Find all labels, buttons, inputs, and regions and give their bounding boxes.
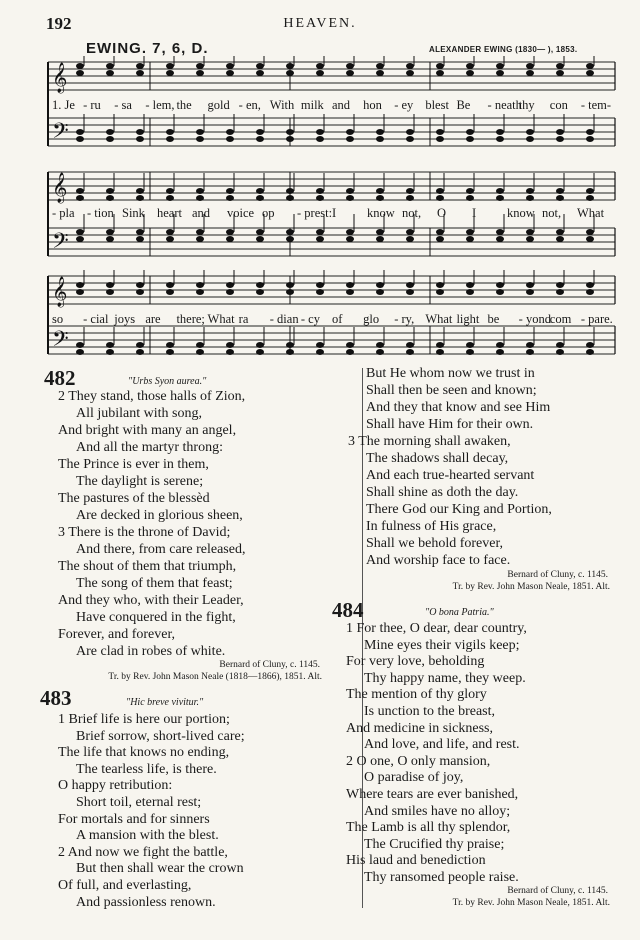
latin-title-482: "Urbs Syon aurea." xyxy=(128,376,207,387)
music-system-1 xyxy=(0,56,640,166)
verse-line: And they that know and see Him xyxy=(366,400,551,415)
composer-credit: ALEXANDER EWING (1830— ), 1853. xyxy=(429,45,578,54)
verse-line: The life that knows no ending, xyxy=(58,745,230,761)
lyric-syllable: light xyxy=(456,312,480,326)
lyric-syllable: - pare. xyxy=(580,312,613,326)
lyric-syllable: - sa xyxy=(114,98,132,112)
lyric-syllable: gold xyxy=(207,98,230,112)
lyric-syllable: not, xyxy=(402,206,422,220)
hymn-number-482: 482 xyxy=(44,366,76,390)
svg-text:𝄢: 𝄢 xyxy=(52,327,69,357)
svg-text:𝄞: 𝄞 xyxy=(52,173,68,203)
lyric-syllable: - ey xyxy=(394,98,414,112)
lyric-syllable: glo xyxy=(363,312,380,326)
verse-line: The pastures of the blessèd xyxy=(58,491,210,506)
verse-line: 2 They stand, those halls of Zion, xyxy=(58,389,246,404)
verse-line: And they who, with their Leader, xyxy=(58,593,244,608)
lyric-syllable: op xyxy=(262,206,275,220)
verse-line: And all the martyr throng: xyxy=(76,440,223,455)
verse-line: 1 For thee, O dear, dear country, xyxy=(346,621,527,636)
lyric-syllable: What xyxy=(577,206,605,220)
verse-line: Brief sorrow, short-lived care; xyxy=(76,728,245,744)
verse-line: Short toil, eternal rest; xyxy=(76,795,202,810)
verse-line: The Crucified thy praise; xyxy=(364,836,505,852)
verse-line: And smiles have no alloy; xyxy=(364,803,511,819)
tune-name: EWING. 7, 6, D. xyxy=(86,40,209,57)
verse-line: Are clad in robes of white. xyxy=(76,644,226,659)
lyric-syllable: voice xyxy=(227,206,255,220)
lyric-syllable: - tion xyxy=(87,206,114,220)
lyric-syllable: milk xyxy=(300,98,324,112)
lyric-syllable: the xyxy=(176,98,192,112)
lyric-syllable: com xyxy=(549,312,572,326)
running-head: HEAVEN. xyxy=(283,16,357,31)
verse-line: The song of them that feast; xyxy=(76,576,233,591)
verse-line: The shout of them that triumph, xyxy=(58,559,237,574)
verse-line: The tearless life, is there. xyxy=(76,761,217,777)
page-number: 192 xyxy=(46,14,72,33)
attribution-483-translator: Tr. by Rev. John Mason Neale, 1851. Alt. xyxy=(452,582,610,592)
verse-line: 3 The morning shall awaken, xyxy=(348,434,511,449)
music-system-3 xyxy=(0,270,640,366)
verse-line: And bright with many an angel, xyxy=(58,423,237,438)
lyric-syllable: ra xyxy=(238,312,249,326)
lyric-syllable: there; xyxy=(176,312,205,326)
verse-line: 3 There is the throne of David; xyxy=(58,525,231,540)
verse-line: And passionless renown. xyxy=(76,894,216,910)
verse-line: Shall shine as doth the day. xyxy=(366,485,519,500)
lyric-syllable: - dian xyxy=(269,312,299,326)
lyric-syllable: hon xyxy=(363,98,382,112)
verse-line: For mortals and for sinners xyxy=(58,811,210,827)
lyric-syllable: I xyxy=(472,206,477,220)
verse-line: Have conquered in the fight, xyxy=(76,610,236,625)
lyric-syllable: are xyxy=(145,312,161,326)
lyric-syllable: not, xyxy=(542,206,562,220)
verse-line: And there, from care released, xyxy=(76,542,246,557)
latin-title-483: "Hic breve vivitur." xyxy=(126,697,204,708)
verse-line: 2 And now we fight the battle, xyxy=(58,844,228,860)
verse-line: Thy happy name, they weep. xyxy=(364,670,526,686)
verse-line: And each true-hearted servant xyxy=(366,468,535,483)
svg-text:𝄢: 𝄢 xyxy=(52,119,69,149)
lyric-syllable: know xyxy=(507,206,535,220)
verse-line: Shall we behold forever, xyxy=(366,536,504,551)
attribution-482-author: Bernard of Cluny, c. 1145. xyxy=(219,660,320,670)
lyric-syllable: thy xyxy=(518,98,535,112)
lyric-syllable: - prest: xyxy=(297,206,333,220)
verse-line: 1 Brief life is here our portion; xyxy=(58,712,230,727)
lyric-syllable: con xyxy=(549,98,568,112)
lyric-syllable: and xyxy=(192,206,211,220)
lyric-syllable: be xyxy=(487,312,500,326)
verse-line: And medicine in sickness, xyxy=(346,720,493,736)
verse-line: The mention of thy glory xyxy=(346,687,487,703)
lyric-syllable: blest xyxy=(425,98,449,112)
verse-line: The Prince is ever in them, xyxy=(58,457,209,472)
hymn-number-483: 483 xyxy=(40,686,72,710)
verse-line: Shall have Him for their own. xyxy=(366,417,534,432)
lyric-syllable: With xyxy=(269,98,295,112)
verse-line: For very love, beholding xyxy=(346,654,485,670)
lyric-syllable: and xyxy=(332,98,351,112)
verse-line: Are decked in glorious sheen, xyxy=(76,508,243,523)
attribution-482-translator: Tr. by Rev. John Mason Neale (1818—1866), 1851. Alt. xyxy=(108,672,322,682)
lyric-syllable: - neath xyxy=(487,98,522,112)
attribution-484-author: Bernard of Cluny, c. 1145. xyxy=(507,886,608,896)
lyric-syllable: so xyxy=(52,312,64,326)
attribution-482-author-b: Bernard of Cluny, c. 1145. xyxy=(507,570,608,580)
lyric-syllable: - pla xyxy=(52,206,75,220)
lyric-syllable: What xyxy=(425,312,453,326)
verse-line: But then shall wear the crown xyxy=(76,861,244,877)
svg-text:𝄢: 𝄢 xyxy=(52,229,69,259)
verse-line: Is unction to the breast, xyxy=(364,704,496,719)
verse-line: And worship face to face. xyxy=(366,553,511,568)
lyric-syllable: I xyxy=(332,206,337,220)
verse-line: O paradise of joy, xyxy=(364,770,464,786)
verse-line: But He whom now we trust in xyxy=(366,366,535,381)
verse-line: Where tears are ever banished, xyxy=(346,787,519,802)
verse-line: Of full, and everlasting, xyxy=(58,878,192,893)
verse-line: His laud and benediction xyxy=(346,853,486,869)
verse-line: The Lamb is all thy splendor, xyxy=(346,820,511,836)
verse-line: Shall then be seen and known; xyxy=(366,383,537,398)
verse-line: Forever, and forever, xyxy=(58,627,176,642)
verse-line: Thy ransomed people raise. xyxy=(364,870,519,885)
verse-line: A mansion with the blest. xyxy=(76,828,219,844)
verse-line: 2 O one, O only mansion, xyxy=(346,753,491,769)
verse-line: There God our King and Portion, xyxy=(366,502,552,517)
lyric-syllable: - ru xyxy=(83,98,101,112)
lyric-syllable: Sink xyxy=(122,206,145,220)
lyric-syllable: of xyxy=(332,312,343,326)
verse-line: The shadows shall decay, xyxy=(366,451,509,466)
lyric-syllable: - lem, xyxy=(145,98,175,112)
attribution-484-translator: Tr. by Rev. John Mason Neale, 1851. Alt. xyxy=(452,898,610,908)
lyric-syllable: - en, xyxy=(238,98,261,112)
svg-text:𝄞: 𝄞 xyxy=(52,63,68,93)
lyric-syllable: heart xyxy=(157,206,182,220)
svg-text:𝄞: 𝄞 xyxy=(52,277,68,307)
lyric-syllable: - ry, xyxy=(394,312,415,326)
verse-line: Mine eyes their vigils keep; xyxy=(364,637,520,653)
lyric-syllable: - yond xyxy=(518,312,551,326)
verse-line: All jubilant with song, xyxy=(76,406,202,421)
verse-line: The daylight is serene; xyxy=(76,474,204,489)
verse-line: In fulness of His grace, xyxy=(366,519,497,534)
verse-line: And love, and life, and rest. xyxy=(364,737,520,753)
music-system-2 xyxy=(0,166,640,274)
hymn-number-484: 484 xyxy=(332,598,364,622)
lyric-syllable: joys xyxy=(114,312,136,326)
lyric-syllable: O xyxy=(437,206,447,220)
lyric-syllable: Be xyxy=(456,98,471,112)
lyric-syllable: know xyxy=(367,206,395,220)
lyric-syllable: What xyxy=(207,312,235,326)
lyric-syllable: - cial xyxy=(83,312,109,326)
latin-title-484: "O bona Patria." xyxy=(425,607,494,618)
lyric-syllable: 1. Je xyxy=(52,98,75,112)
lyric-syllable: - cy xyxy=(300,312,320,326)
lyric-syllable: - tem- xyxy=(580,98,612,112)
verse-line: O happy retribution: xyxy=(58,778,173,794)
